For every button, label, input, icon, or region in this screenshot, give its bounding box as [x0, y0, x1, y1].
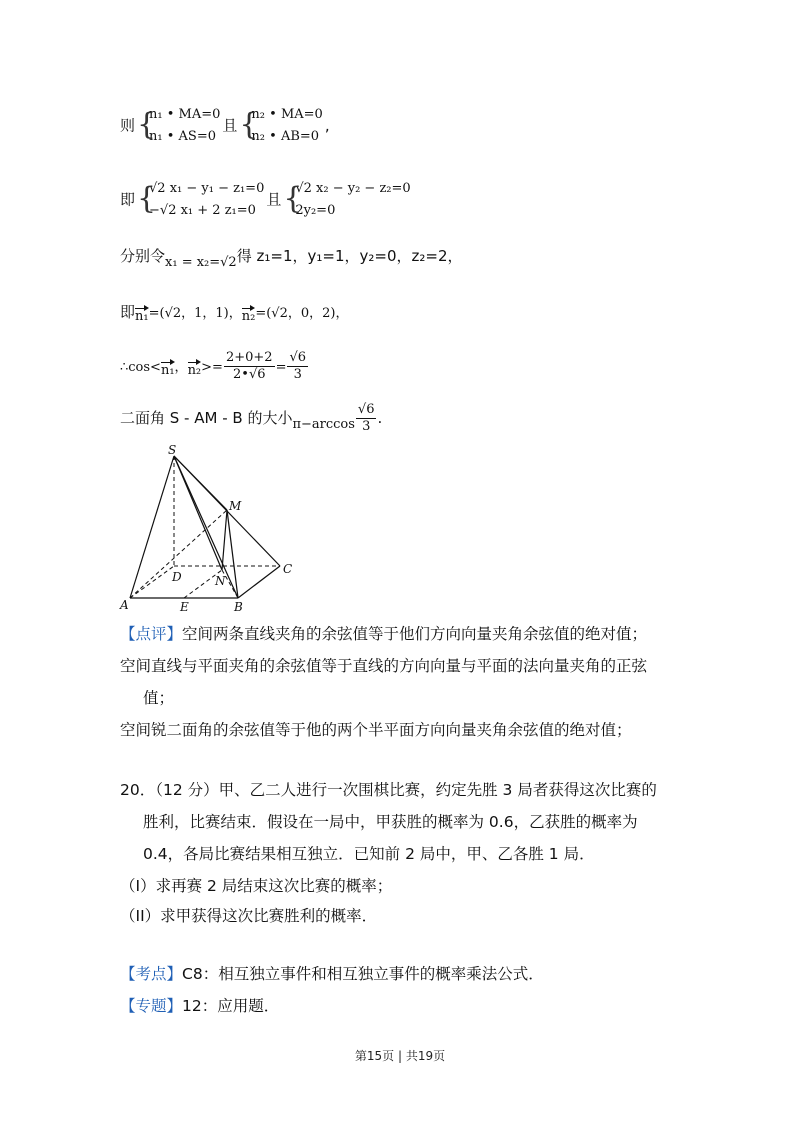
kaodian-tag: 【考点】	[120, 965, 183, 983]
label-N: N	[215, 574, 226, 588]
solution-line-3: 分别令x₁ = x₂=√2得 z₁=1，y₁=1，y₂=0，z₂=2，	[120, 247, 463, 270]
solution-line-4: 即n₁=(√2，1，1)，n₂=(√2，0，2)，	[120, 302, 348, 324]
fraction: $\frac{2+0+2}{2•√6}$	[225, 350, 273, 382]
edge-SN	[174, 456, 222, 570]
solution-line-5: ∴cos<n₁，n₂>= $\frac{2+0+2}{2•√6}$ = $\frac{√6}{3}$	[120, 350, 307, 382]
edge-MN	[222, 510, 227, 570]
equation-system: { √2 x₂ − y₂ − z₂=0 2y₂=0	[283, 181, 411, 218]
edge-SM	[174, 456, 227, 510]
comment-line-4: 空间锐二面角的余弦值等于他的两个半平面方向向量夹角余弦值的绝对值；	[120, 721, 632, 739]
label-E: E	[180, 600, 189, 614]
label-B: B	[234, 600, 243, 614]
comment-line-1: 【点评】空间两条直线夹角的余弦值等于他们方向向量夹角余弦值的绝对值；	[120, 625, 648, 643]
edge-AD	[130, 566, 174, 598]
problem20-line-3: 0.4，各局比赛结果相互独立．已知前 2 局中，甲、乙各胜 1 局．	[143, 845, 595, 863]
label-S: S	[168, 443, 177, 457]
vector-n1: n₁	[135, 307, 149, 327]
zhuanti-line: 【专题】12：应用题．	[120, 997, 280, 1015]
problem20-line-2: 胜利，比赛结束．假设在一局中，甲获胜的概率为 0.6，乙获胜的概率为	[143, 813, 638, 831]
edge-SA	[130, 456, 174, 598]
fraction: $\frac{√6}{3}$	[357, 402, 375, 434]
problem20-line-1: 20．（12 分）甲、乙二人进行一次围棋比赛，约定先胜 3 局者获得这次比赛的	[120, 781, 657, 799]
page-footer: 第15页 | 共19页	[354, 1049, 446, 1063]
label-A: A	[120, 598, 129, 612]
comment-tag: 【点评】	[120, 625, 183, 643]
equation-system: { n₂ • MA=0 n₂ • AB=0	[239, 107, 323, 144]
solution-line-6: 二面角 S - AM - B 的大小π−arccos $\frac{√6}{3}$ .	[120, 402, 383, 434]
label-C: C	[283, 562, 293, 576]
zhuanti-tag: 【专题】	[120, 997, 183, 1015]
vector-n2: n₂	[242, 307, 256, 327]
label-D: D	[172, 570, 182, 584]
solution-line-1: 则 { n₁ • MA=0 n₁ • AS=0 且 { n₂ • MA=0 n₂ • AB=0 ,	[120, 104, 330, 148]
equation-system: { n₁ • MA=0 n₁ • AS=0	[137, 107, 221, 144]
comment-line-3: 值；	[143, 689, 175, 707]
vector-n2: n₂	[188, 361, 202, 381]
edge-BC	[238, 566, 280, 598]
edge-AM	[130, 510, 227, 598]
problem20-question-1: （I）求再赛 2 局结束这次比赛的概率；	[120, 877, 393, 895]
fraction: $\frac{√6}{3}$	[289, 350, 307, 382]
problem20-question-2: （II）求甲获得这次比赛胜利的概率．	[120, 907, 378, 925]
pyramid-figure	[110, 442, 310, 614]
solution-line-2: 即 { √2 x₁ − y₁ − z₁=0 −√2 x₁ + 2 z₁=0 且 { √2 x₂ − y₂ − z₂=0 2y₂=0	[120, 178, 413, 222]
label-M: M	[229, 499, 242, 513]
equation-system: { √2 x₁ − y₁ − z₁=0 −√2 x₁ + 2 z₁=0	[137, 181, 265, 218]
comment-line-2: 空间直线与平面夹角的余弦值等于直线的方向向量与平面的法向量夹角的正弦	[120, 657, 648, 675]
kaodian-line: 【考点】C8：相互独立事件和相互独立事件的概率乘法公式．	[120, 965, 544, 983]
vector-n1: n₁	[161, 361, 175, 381]
